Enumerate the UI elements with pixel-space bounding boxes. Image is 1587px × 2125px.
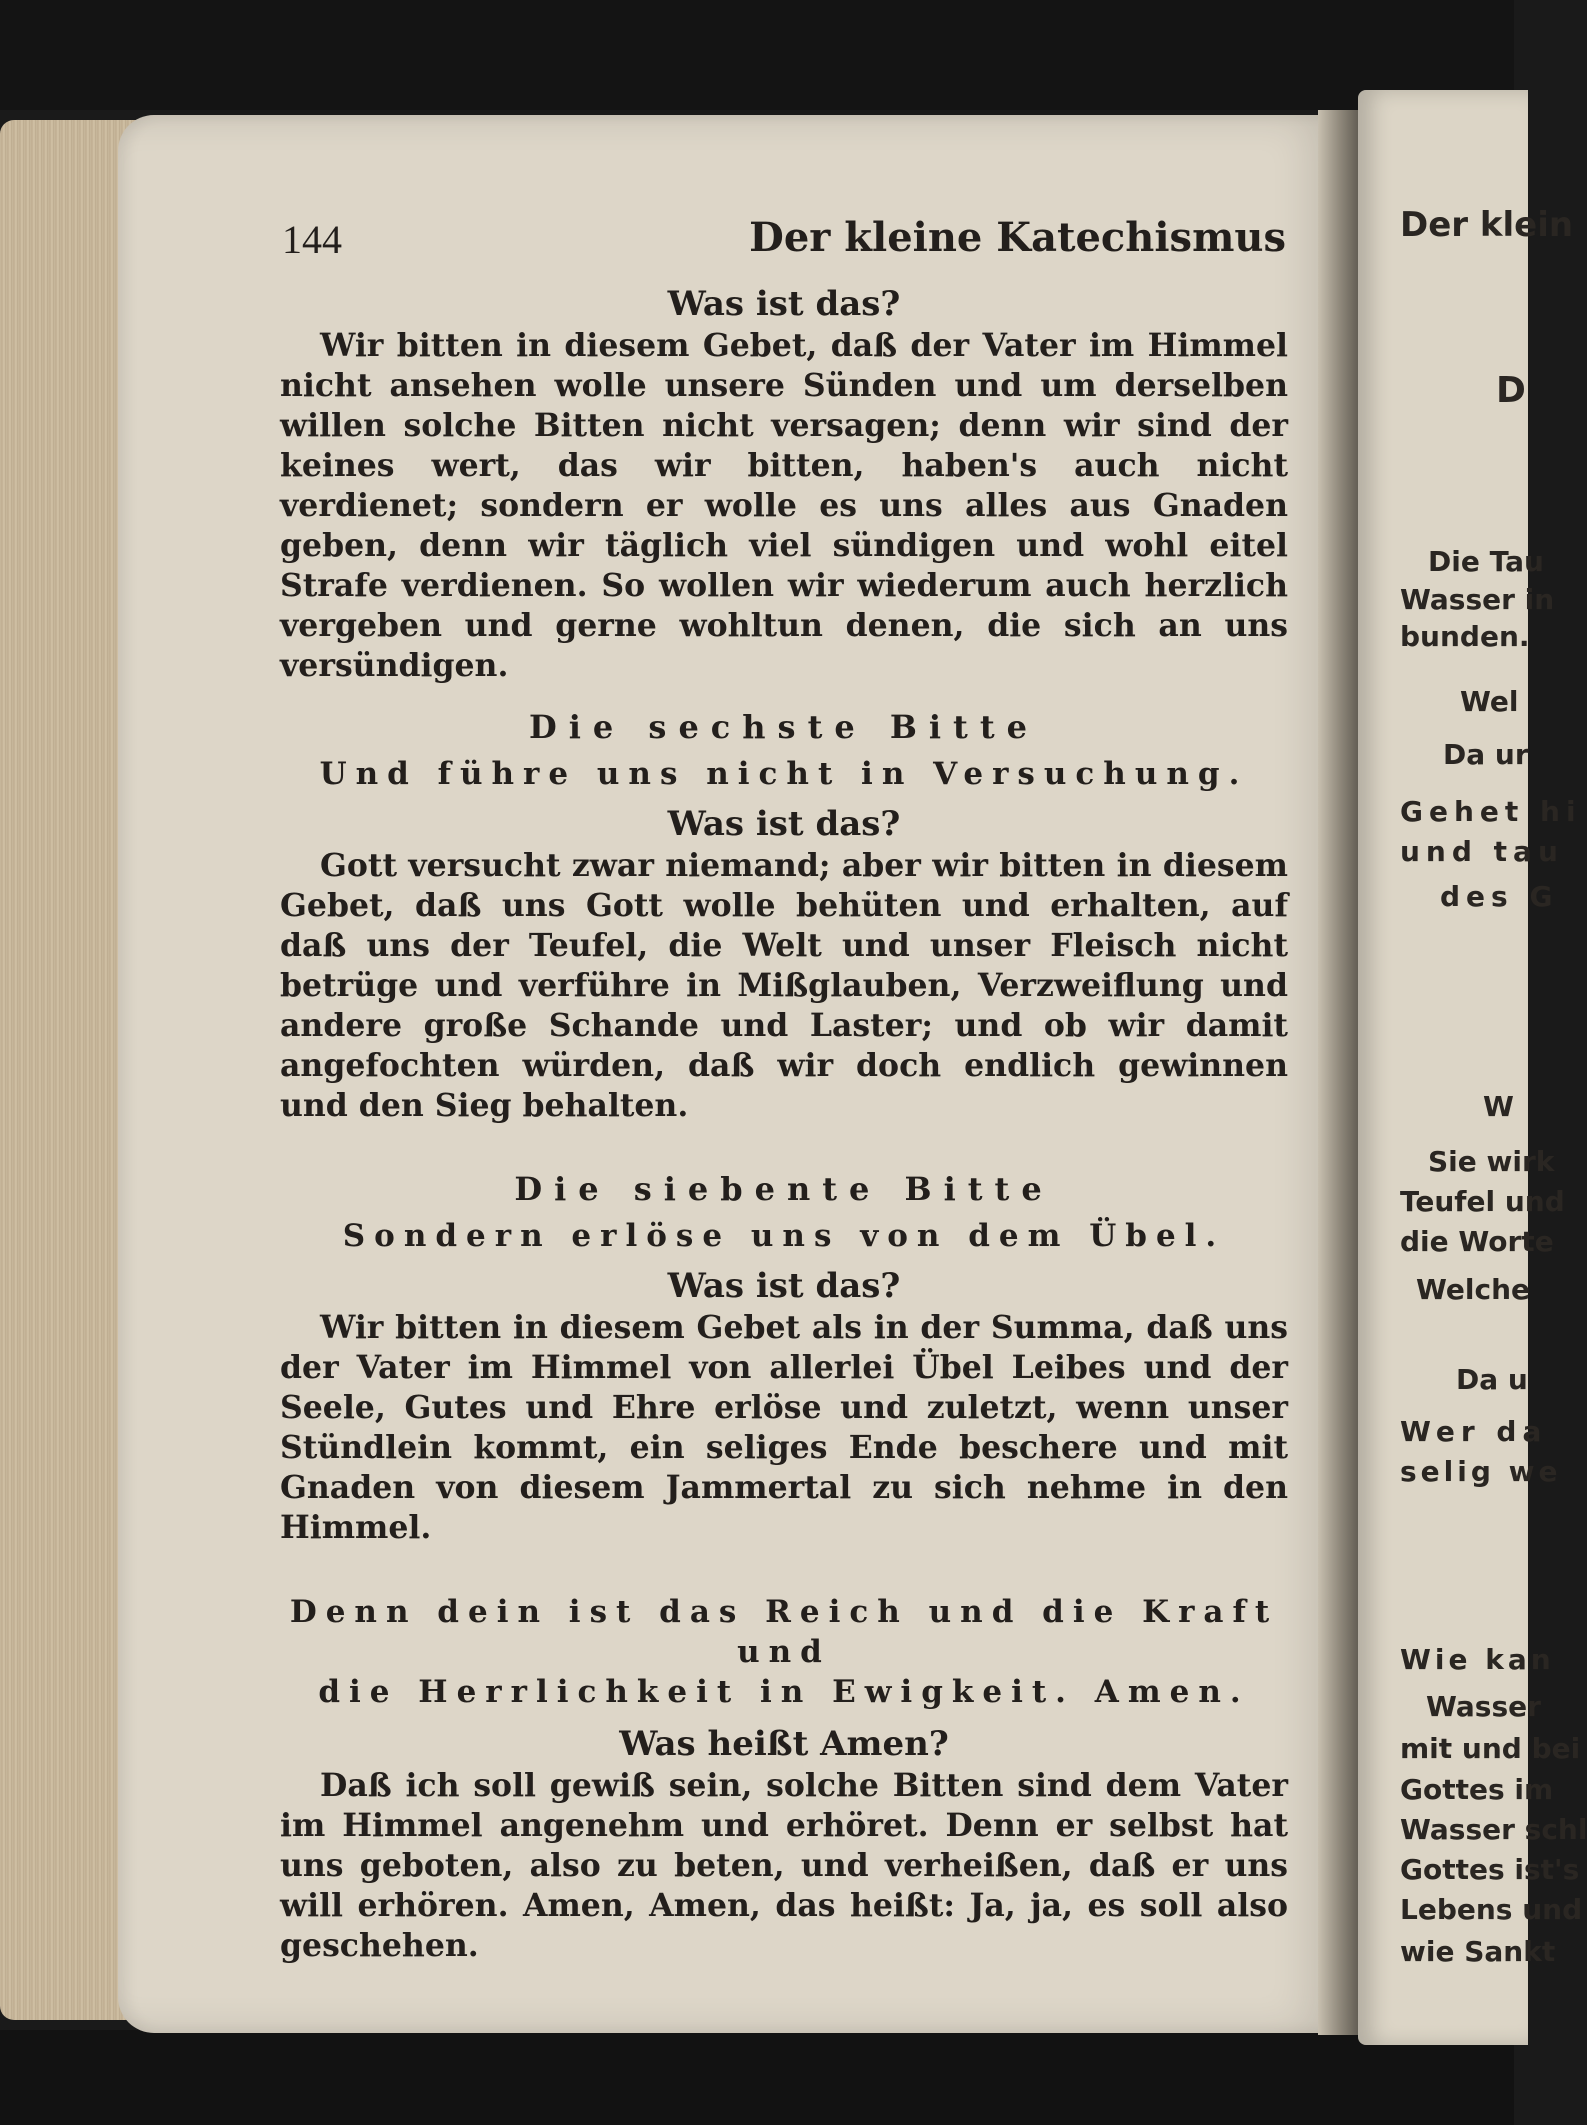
book-gutter: [1318, 110, 1362, 2035]
right-page-fragment: Welche: [1416, 1273, 1530, 1306]
right-page-fragment: Wie kan: [1400, 1643, 1555, 1676]
right-page-fragment: Wer da: [1400, 1415, 1548, 1448]
right-page-fragment: Gottes im: [1400, 1773, 1554, 1806]
section-heading: Die sechste Bitte: [529, 708, 1039, 746]
right-page-fragment: des G: [1440, 880, 1559, 913]
right-page-fragment: Wasser in: [1400, 583, 1555, 616]
answer-paragraph: Daß ich soll gewiß sein, solche Bitten sind dem Vater im Himmel angenehm und erhöret. Denn er selbst hat uns geboten, also zu beten, und verheißen, daß er uns will erhören. Amen, Amen, das heißt: Ja, ja, es soll also geschehen.: [280, 1767, 1288, 1964]
right-page-fragment: Die Tau: [1428, 545, 1544, 578]
answer-paragraph: Wir bitten in diesem Gebet als in der Summa, daß uns der Vater im Himmel von allerlei Übel Leibes und der Seele, Gutes und Ehre erlöse und zuletzt, wenn unser Stündlein kommt, ein seliges Ende beschere und mit Gnaden von diesem Jammertal zu sich nehme in den Himmel.: [280, 1309, 1288, 1546]
question-heading: Was ist das?: [667, 284, 901, 324]
right-book-page: [1358, 90, 1587, 2045]
right-page-fragment: Wasser: [1426, 1690, 1541, 1723]
right-page-running-title: Der klein: [1400, 205, 1574, 245]
right-page-fragment: Wasser schl: [1400, 1813, 1587, 1846]
page-number: 144: [282, 217, 342, 262]
right-page-fragment: bunden.: [1400, 620, 1530, 653]
right-page-fragment: Teufel und: [1400, 1185, 1565, 1218]
background-bottom: [0, 2030, 1514, 2125]
right-page-fragment: wie Sankt: [1400, 1935, 1556, 1968]
running-title: Der kleine Katechismus: [749, 214, 1286, 261]
petition-text: Und führe uns nicht in Versuchung.: [319, 756, 1249, 792]
section-heading: Die siebente Bitte: [514, 1170, 1054, 1208]
doxology-line: Denn dein ist das Reich und die Kraft und: [289, 1594, 1279, 1670]
right-page-fragment: mit und bei: [1400, 1732, 1581, 1765]
left-page-text-block: [280, 210, 1288, 1966]
right-page-fragment: Gottes ist's: [1400, 1853, 1580, 1886]
page-header: [280, 210, 1288, 272]
right-page-fragment: Gehet hi: [1400, 795, 1582, 828]
petition-text: Sondern erlöse uns von dem Übel.: [342, 1218, 1226, 1254]
right-page-fragment: W: [1483, 1090, 1514, 1123]
question-heading: Was heißt Amen?: [619, 1724, 949, 1764]
answer-paragraph: Wir bitten in diesem Gebet, daß der Vater im Himmel nicht ansehen wolle unsere Sünden und um derselben willen solche Bitten nicht versagen; denn wir sind der keines wert, das wir bitten, haben's auch nicht verdienet; sondern er wolle es uns alles aus Gnaden geben, denn wir täglich viel sündigen und wohl eitel Strafe verdienen. So wollen wir wiederum auch herzlich vergeben und gerne wohltun denen, die sich an uns versündigen.: [280, 327, 1288, 684]
right-page-fragment: selig we: [1400, 1455, 1562, 1488]
answer-paragraph: Gott versucht zwar niemand; aber wir bitten in diesem Gebet, daß uns Gott wolle behüten und erhalten, auf daß uns der Teufel, die Welt und unser Fleisch nicht betrüge und verführe in Mißglauben, Verzweiflung und andere große Schande und Laster; und ob wir damit angefochten würden, daß wir doch endlich gewinnen und den Sieg behalten.: [280, 847, 1288, 1124]
right-page-fragment: Da ur: [1443, 738, 1529, 771]
question-heading: Was ist das?: [667, 804, 901, 844]
right-page-fragment: Sie wirk: [1428, 1145, 1555, 1178]
right-page-fragment: Wel: [1460, 685, 1519, 718]
right-page-fragment: und tau: [1400, 835, 1564, 868]
right-page-fragment: Da u: [1456, 1363, 1528, 1396]
doxology: [280, 1592, 1288, 1712]
question-heading: Was ist das?: [667, 1266, 901, 1306]
right-page-fragment: Lebens und: [1400, 1893, 1583, 1926]
doxology-line: die Herrlichkeit in Ewigkeit. Amen.: [318, 1674, 1250, 1710]
right-page-fragment: D: [1496, 370, 1526, 411]
right-page-fragment: die Worte: [1400, 1225, 1554, 1258]
background-top: [0, 0, 1514, 110]
